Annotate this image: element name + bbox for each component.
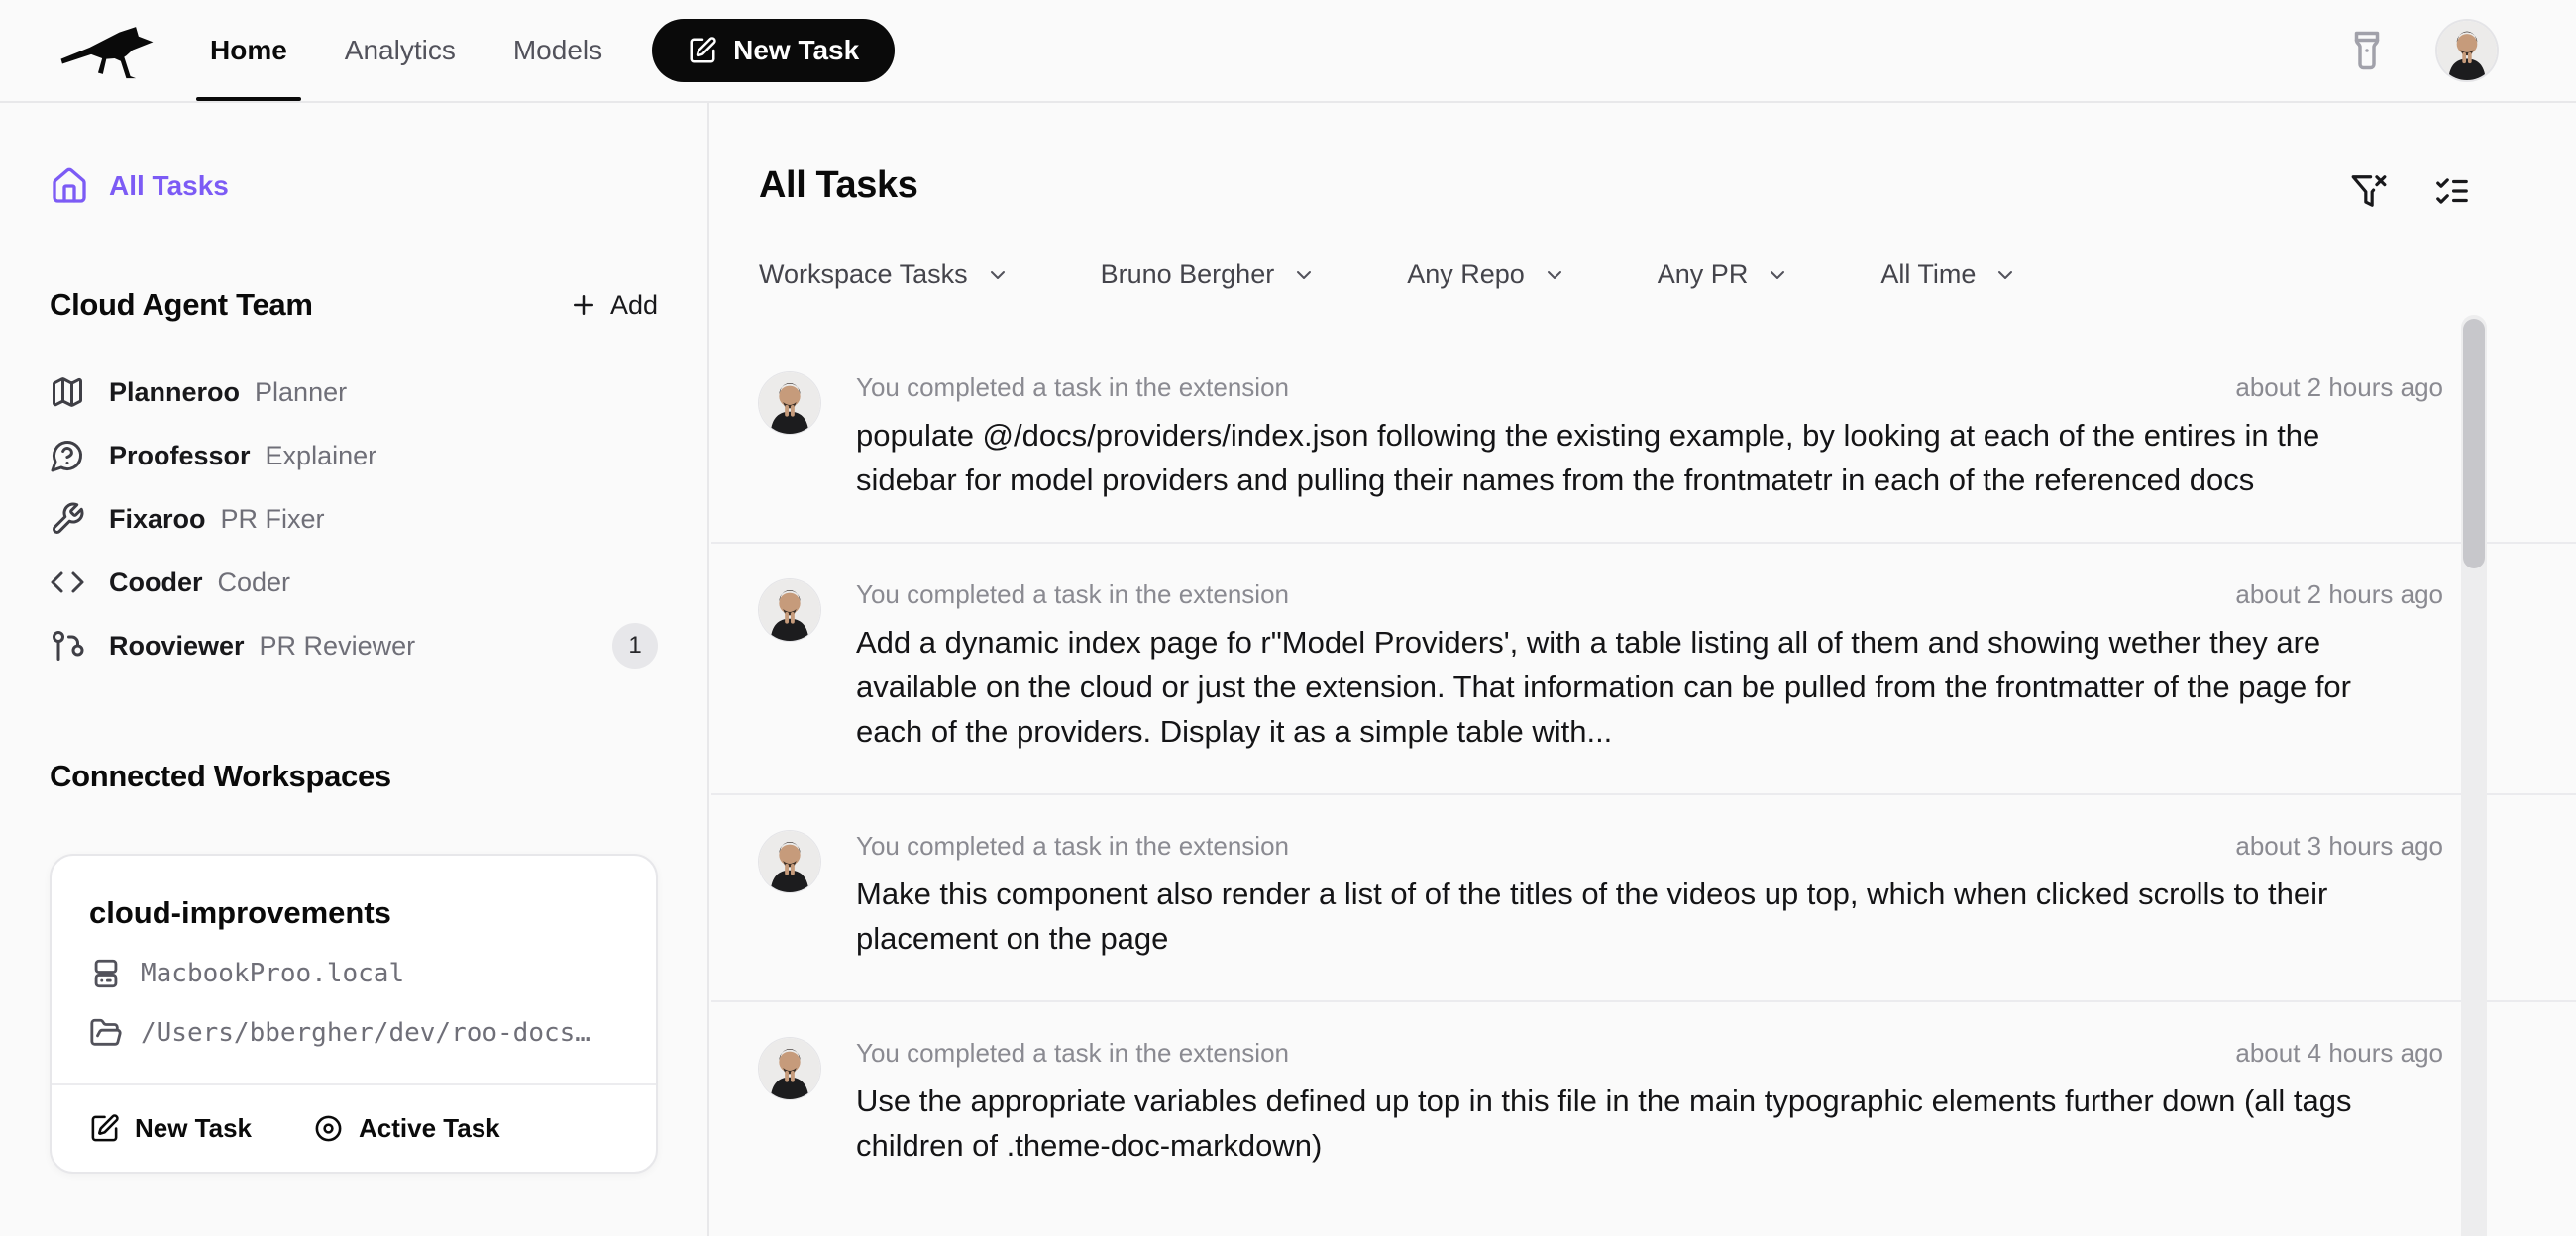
top-navbar	[0, 0, 2576, 103]
add-label: Add	[609, 289, 658, 320]
agent-name: Rooviewer	[109, 630, 245, 661]
workspace-host: MacbookProo.local	[141, 959, 405, 988]
task-text: Use the appropriate variables defined up top in this file in the main typographic elements further down (all tags children of .theme-doc-markdown)	[856, 1083, 2352, 1163]
workspace-host-row	[89, 957, 618, 990]
agent-name: Fixaroo	[109, 503, 206, 534]
cloud-agent-team-title: Cloud Agent Team	[50, 287, 313, 322]
nav-tab-label: Home	[210, 35, 287, 65]
task-timestamp: about 4 hours ago	[2235, 1038, 2443, 1068]
filter-x-icon[interactable]	[2350, 172, 2388, 210]
chevron-down-icon	[1993, 263, 2017, 287]
task-status: You completed a task in the extension	[856, 1038, 1289, 1068]
agent-list	[50, 360, 658, 677]
sidebar-item-all-tasks[interactable]	[50, 166, 658, 206]
task-avatar	[759, 1038, 820, 1099]
pull-request-icon	[50, 628, 85, 664]
agent-row[interactable]	[50, 551, 658, 614]
nav-tab[interactable]	[210, 0, 287, 101]
wrench-icon	[50, 501, 85, 537]
task-avatar	[759, 372, 820, 434]
nav-tab[interactable]	[345, 0, 456, 101]
workspace-path-row	[89, 1016, 618, 1050]
task-text: Make this component also render a list of of the titles of the videos up top, which when clicked scrolls to their placement on the page	[856, 876, 2328, 956]
agent-role: PR Fixer	[220, 503, 325, 534]
task-row[interactable]	[711, 337, 2576, 542]
new-task-label: New Task	[733, 35, 860, 65]
workspace-active-task-button[interactable]	[313, 1113, 500, 1144]
square-pen-icon	[688, 36, 717, 65]
agent-badge: 1	[612, 623, 658, 669]
device-icon	[89, 957, 123, 990]
chevron-down-icon	[1766, 263, 1789, 287]
user-avatar[interactable]	[2437, 21, 2497, 80]
task-list	[711, 337, 2576, 1236]
task-avatar	[759, 831, 820, 892]
workspace-card	[50, 854, 658, 1174]
navbar-right	[2346, 21, 2497, 80]
filter-label: Any Repo	[1407, 259, 1525, 289]
message-question-icon	[50, 438, 85, 473]
workspace-card-footer	[52, 1083, 656, 1172]
task-row[interactable]	[711, 542, 2576, 793]
folder-open-icon	[89, 1016, 123, 1050]
agent-row[interactable]	[50, 424, 658, 487]
kangaroo-logo[interactable]	[55, 16, 159, 85]
filter-label: All Time	[1880, 259, 1977, 289]
task-row[interactable]	[711, 1000, 2576, 1207]
scrollbar-thumb[interactable]	[2463, 319, 2485, 568]
map-icon	[50, 374, 85, 410]
nav-tab[interactable]	[513, 0, 602, 101]
workspace-active-task-label: Active Task	[359, 1113, 500, 1143]
chevron-down-icon	[986, 263, 1010, 287]
workspace-path: /Users/bbergher/dev/roo-docs…	[141, 1018, 590, 1048]
agent-row[interactable]	[50, 360, 658, 424]
filter-dropdown[interactable]	[1101, 259, 1317, 290]
all-tasks-label: All Tasks	[109, 170, 229, 201]
task-status: You completed a task in the extension	[856, 831, 1289, 861]
filter-label: Bruno Bergher	[1100, 259, 1275, 289]
filter-label: Workspace Tasks	[759, 259, 968, 289]
code-icon	[50, 565, 85, 600]
circle-dot-icon	[313, 1113, 344, 1144]
chevron-down-icon	[1292, 263, 1316, 287]
workspace-name: cloud-improvements	[89, 895, 391, 930]
plus-icon	[569, 290, 598, 320]
task-text: Add a dynamic index page fo r"Model Providers', with a table listing all of them and showing wether they are available on the cloud or just the extension. That information can be pulled from the frontmatter of the page for each of the providers. Display it as a simple table with...	[856, 625, 2351, 749]
task-avatar	[759, 579, 820, 641]
task-status: You completed a task in the extension	[856, 579, 1289, 609]
home-icon	[50, 166, 89, 206]
task-timestamp: about 2 hours ago	[2235, 579, 2443, 609]
list-checks-icon[interactable]	[2433, 172, 2471, 210]
task-text: populate @/docs/providers/index.json following the existing example, by looking at each of the entires in the sidebar for model providers and pulling their names from the frontmatetr in each of the referenced docs	[856, 418, 2320, 497]
filter-bar	[759, 259, 2017, 290]
agent-name: Cooder	[109, 566, 203, 597]
task-content	[856, 831, 2443, 961]
nav-tab-label: Models	[512, 35, 603, 65]
connected-workspaces-title: Connected Workspaces	[50, 759, 391, 793]
workspace-new-task-button[interactable]	[89, 1113, 252, 1144]
agent-name: Planneroo	[109, 376, 241, 407]
filter-dropdown[interactable]	[1407, 259, 1566, 290]
square-pen-icon	[89, 1113, 120, 1144]
agent-role: PR Reviewer	[259, 630, 416, 661]
new-task-button[interactable]	[652, 19, 895, 82]
task-content	[856, 372, 2443, 502]
task-timestamp: about 2 hours ago	[2235, 372, 2443, 402]
task-content	[856, 579, 2443, 754]
nav-tab-label: Analytics	[344, 35, 456, 65]
scrollbar-track[interactable]	[2461, 315, 2487, 1236]
add-agent-button[interactable]	[569, 290, 658, 321]
nav-tabs	[210, 0, 602, 101]
task-content	[856, 1038, 2443, 1168]
task-status: You completed a task in the extension	[856, 372, 1289, 402]
agent-role: Coder	[217, 566, 291, 597]
page-title: All Tasks	[759, 164, 918, 206]
filter-dropdown[interactable]	[759, 259, 1010, 290]
main-panel	[711, 103, 2576, 1236]
filter-label: Any PR	[1657, 259, 1749, 289]
agent-role: Explainer	[265, 440, 377, 470]
list-header-actions	[2350, 172, 2471, 210]
agent-row[interactable]	[50, 614, 658, 677]
flashlight-icon[interactable]	[2346, 30, 2388, 71]
agent-name: Proofessor	[109, 440, 251, 470]
task-timestamp: about 3 hours ago	[2235, 831, 2443, 861]
agent-row[interactable]	[50, 487, 658, 551]
filter-dropdown[interactable]	[1880, 259, 2017, 290]
chevron-down-icon	[1543, 263, 1566, 287]
agent-role: Planner	[255, 376, 348, 407]
sidebar	[0, 103, 709, 1236]
task-row[interactable]	[711, 793, 2576, 1000]
filter-dropdown[interactable]	[1658, 259, 1790, 290]
workspace-new-task-label: New Task	[135, 1113, 253, 1143]
